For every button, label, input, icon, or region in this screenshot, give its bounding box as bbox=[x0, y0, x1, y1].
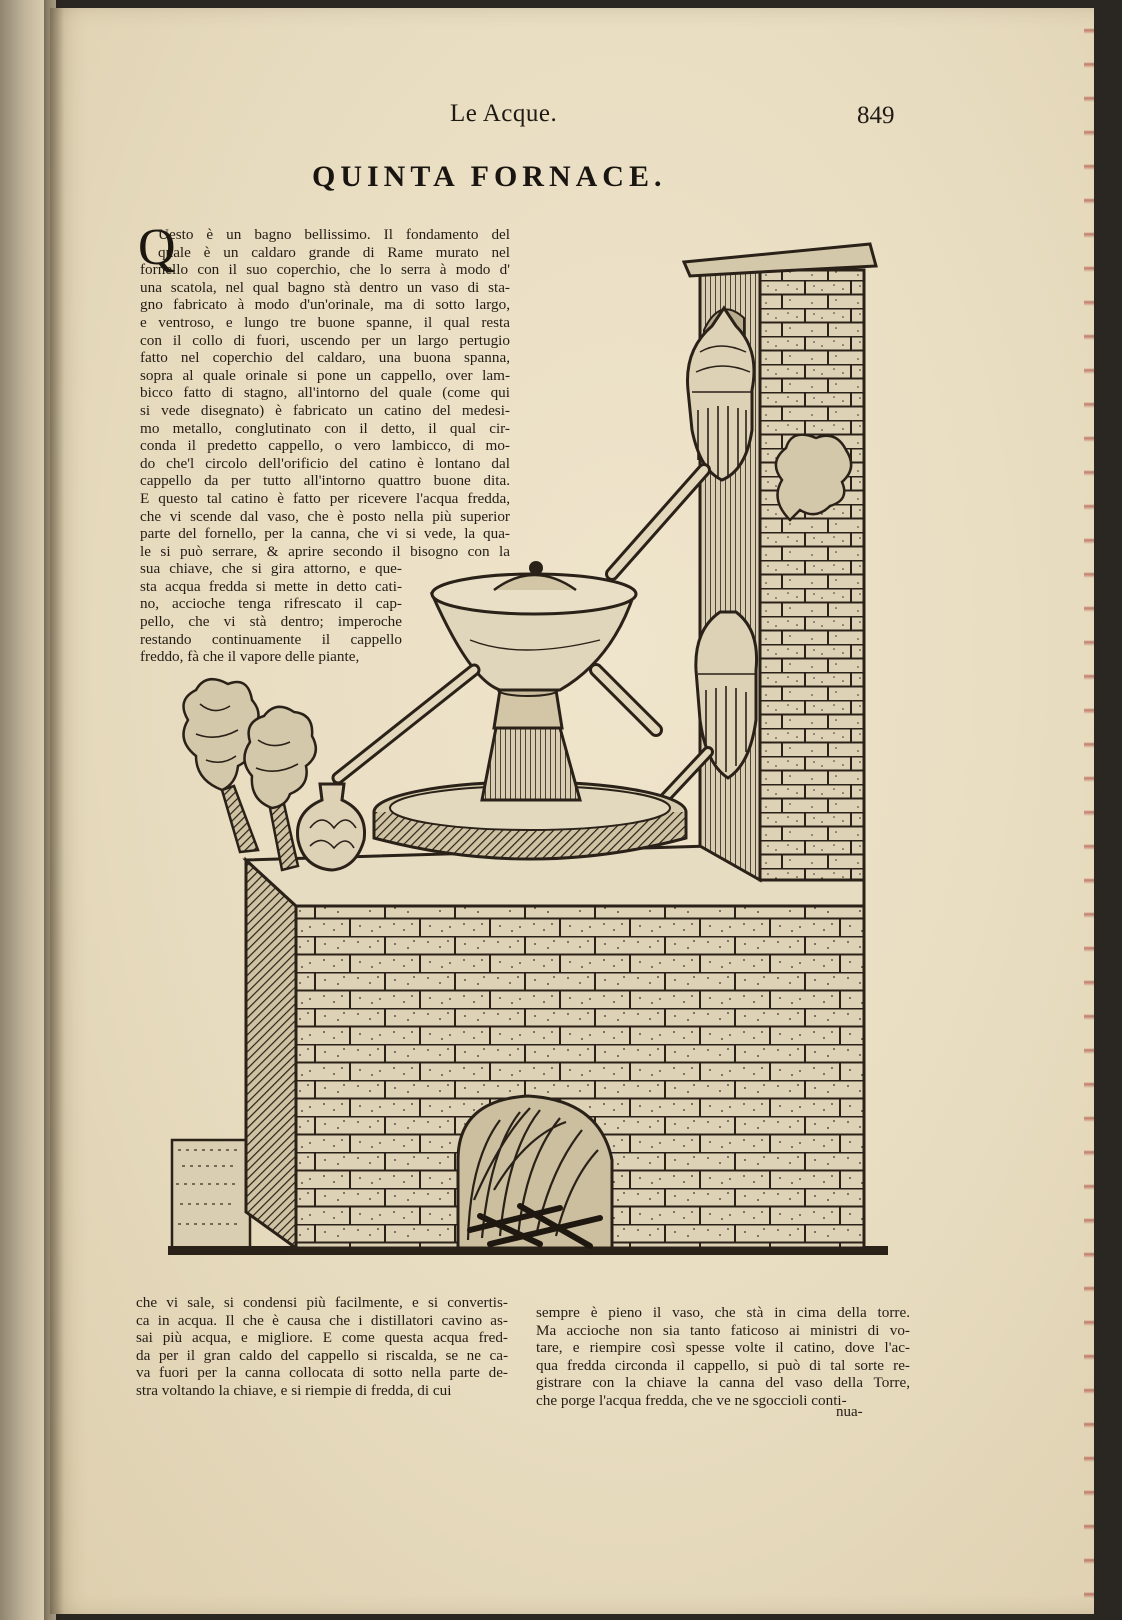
drop-cap: Q bbox=[138, 219, 176, 276]
alembic-pedestal bbox=[482, 684, 580, 800]
text-line: bicco fatto di stagno, all'intorno del quale (come qui bbox=[140, 384, 510, 402]
text-line: sai più acqua, e migliore. E come questa acqua fred- bbox=[136, 1329, 508, 1347]
text-line: con il collo di fuori, uscendo per un largo pertugio bbox=[140, 331, 510, 349]
continuation-column-left bbox=[136, 1294, 508, 1400]
running-head: Le Acque. bbox=[450, 100, 558, 127]
catchword: nua- bbox=[836, 1404, 863, 1420]
gutter-shadow bbox=[44, 0, 64, 1620]
text-line: le si può serrare, & aprire secondo il bisogno con la bbox=[140, 542, 510, 560]
page-number: 849 bbox=[857, 102, 895, 129]
text-line: pello, che vi stà dentro; imperoche bbox=[140, 613, 402, 631]
text-line: E questo tal catino è fatto per ricevere l'acqua fredda, bbox=[140, 489, 510, 507]
text-line: e ventroso, e lungo tre buone spanne, il qual resta bbox=[140, 313, 510, 331]
text-line: qua fredda circonda il cappello, si può di tal sorte re- bbox=[536, 1356, 910, 1374]
text-line: gistrare con la chiave la canna del vaso della Torre, bbox=[536, 1374, 910, 1392]
text-line: sua chiave, che si gira attorno, e que- bbox=[140, 560, 402, 578]
text-line: sta acqua fredda si mette in detto cati- bbox=[140, 577, 402, 595]
text-line: va fuori per la canna collocata di sotto nella parte de- bbox=[136, 1364, 508, 1382]
text-line: conda il predetto cappello, o vero lambicco, di mo- bbox=[140, 437, 510, 455]
text-line: che vi sale, si condensi più facilmente, e si convertis- bbox=[136, 1294, 508, 1311]
text-line: stra voltando la chiave, e si riempie di fredda, di cui bbox=[136, 1381, 452, 1399]
receiver-flask bbox=[298, 784, 365, 870]
text-line: una scatola, nel qual bagno stà dentro un vaso di sta- bbox=[140, 278, 510, 296]
furnace-fire-opening bbox=[458, 1096, 612, 1248]
text-line: che vi scende dal vaso, che è posto nella più superior bbox=[140, 507, 510, 525]
text-line: cappello da per tutto all'intorno quattro buone dita. bbox=[140, 472, 510, 490]
text-line: tare, e riempire così spesse volte il catino, dove l'ac- bbox=[536, 1339, 910, 1357]
text-line: che porge l'acqua fredda, che ve ne sgoccioli conti- bbox=[536, 1391, 847, 1409]
text-line: Ma accioche non sia tanto faticoso ai ministri di vo- bbox=[536, 1321, 910, 1339]
text-line: ca in acqua. Il che è causa che i distillatori cavino as- bbox=[136, 1311, 508, 1329]
continuation-column-right bbox=[536, 1304, 910, 1410]
text-line: fatto nel coperchio del caldaro, una buona spanna, bbox=[140, 349, 510, 367]
text-line: gno fabricato à modo d'un'orinale, ma di sotto largo, bbox=[140, 296, 510, 314]
text-line: restando continuamente il cappello bbox=[140, 630, 402, 648]
text-line: do che'l circolo dell'orificio del catino è lontano dal bbox=[140, 454, 510, 472]
text-line: da per il gran caldo del cappello si riscalda, se ne ca- bbox=[136, 1346, 508, 1364]
furnace-side-face bbox=[246, 860, 296, 1248]
text-line: fornello con il suo coperchio, che lo serra à modo d' bbox=[140, 261, 510, 279]
text-line: sopra al quale orinale si pone un cappello, over lam- bbox=[140, 366, 510, 384]
upper-water-vessel bbox=[688, 308, 755, 480]
text-line: mo metallo, conglutinato con il detto, il qual cir- bbox=[140, 419, 510, 437]
text-line: sempre è pieno il vaso, che stà in cima della torre. bbox=[536, 1304, 910, 1321]
furnace-woodcut-illustration bbox=[168, 232, 898, 1262]
chapter-title: QUINTA FORNACE. bbox=[312, 160, 667, 193]
text-line: quale è un caldaro grande di Rame murato nel bbox=[158, 243, 510, 261]
page-edge-stain bbox=[1084, 0, 1094, 1620]
text-line: freddo, fà che il vapore delle piante, bbox=[140, 648, 360, 666]
text-line: Uesto è un bagno bellissimo. Il fondamento del bbox=[158, 226, 510, 243]
text-line: parte del fornello, per la canna, che vi si vede, la qua- bbox=[140, 525, 510, 543]
text-line: no, accioche tenga rifrescato il cap- bbox=[140, 595, 402, 613]
text-line: si vede disegnato) è fabricato un catino del medesi- bbox=[140, 401, 510, 419]
